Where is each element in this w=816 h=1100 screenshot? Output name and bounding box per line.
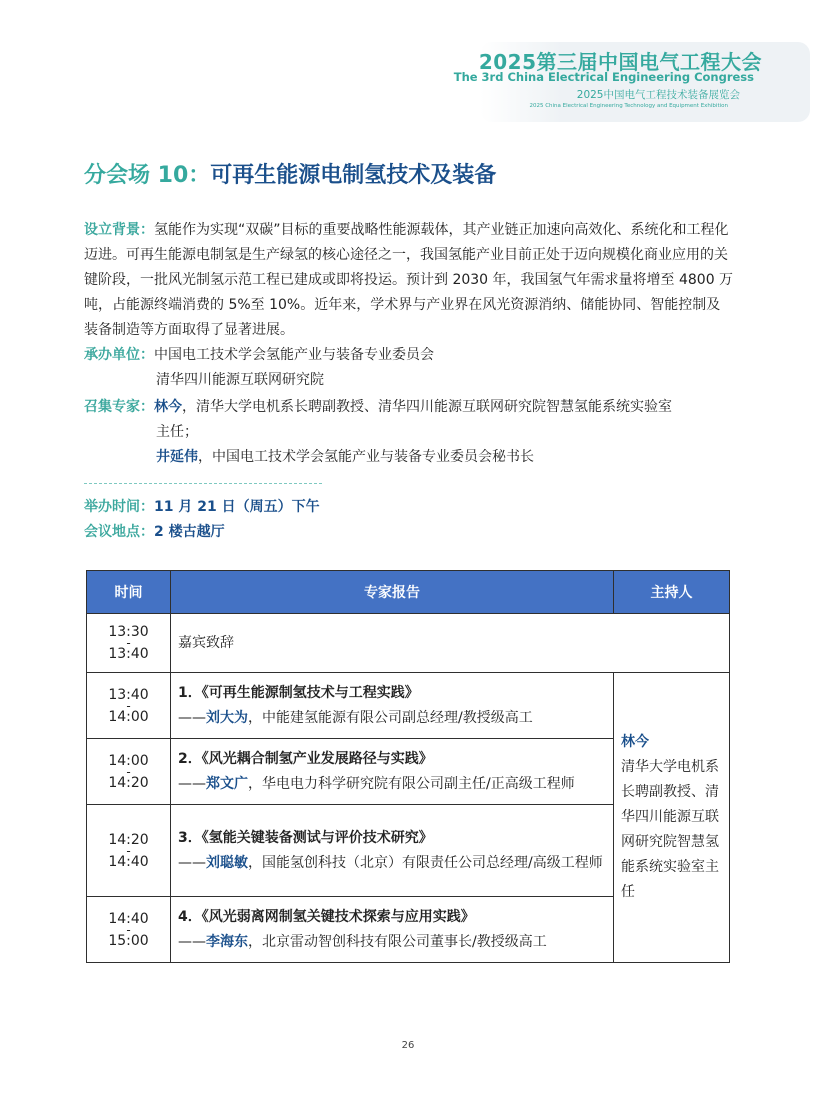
talk-cell: [171, 805, 614, 897]
table-header-row: [87, 571, 730, 614]
host-desc: 清华大学电机系长聘副教授、清华四川能源互联网研究院智慧氢能系统实验室主任: [621, 759, 719, 900]
speaker-name: 刘聪敏: [206, 854, 248, 871]
conveners-label: 召集专家：: [84, 399, 154, 415]
title-main: 可再生能源电制氢技术及装备: [210, 163, 497, 188]
host-name: 林今: [621, 734, 649, 750]
organizers-row: [84, 343, 434, 368]
time-dash: -: [126, 843, 131, 858]
conveners-row: [84, 395, 672, 420]
time-value: 11 月 21 日（周五）下午: [154, 499, 320, 515]
time-cell: [87, 897, 171, 963]
speaker-name: 刘大为: [206, 709, 248, 726]
convener-1-desc-cont: 主任；: [156, 424, 198, 440]
convener-1-desc: ，清华大学电机系长聘副教授、清华四川能源互联网研究院智慧氢能系统实验室: [182, 399, 672, 415]
header-expo-en: 2025 China Electrical Engineering Technology and Equipment Exhibition: [529, 103, 728, 109]
header-title-cn: 2025第三届中国电气工程大会: [478, 50, 762, 74]
speaker-affiliation: ，华电电力科学研究院有限公司副主任/正高级工程师: [248, 775, 575, 792]
header-report: 专家报告: [171, 571, 614, 614]
talk-speaker-line: [178, 706, 606, 731]
talk-cell: [171, 739, 614, 805]
organizers-label: 承办单位：: [84, 347, 154, 363]
convener-2-name: 井延伟: [156, 449, 198, 465]
organizer-2: 清华四川能源互联网研究院: [156, 372, 324, 388]
talk-title: 4．《风光弱离网制氢关键技术探索与应用实践》: [178, 908, 475, 925]
background-label: 设立背景：: [84, 222, 154, 238]
time-start: 13:40: [108, 686, 149, 703]
table-row: [87, 614, 730, 673]
dashed-divider: [84, 483, 322, 484]
time-start: 14:20: [108, 831, 149, 848]
header-time: 时间: [87, 571, 171, 614]
venue-value: 2 楼古越厅: [154, 524, 225, 540]
time-end: 14:20: [108, 774, 149, 791]
convener-2: [156, 445, 534, 470]
speaker-name: 郑文广: [206, 775, 248, 792]
title-prefix: 分会场 10：: [84, 163, 211, 188]
talk-cell: [171, 673, 614, 739]
talk-title: 1．《可再生能源制氢技术与工程实践》: [178, 684, 419, 701]
time-end: 14:00: [108, 708, 149, 725]
time-end: 13:40: [108, 646, 149, 662]
time-label: 举办时间：: [84, 499, 154, 515]
speaker-affiliation: ，北京雷动智创科技有限公司董事长/教授级高工: [248, 933, 547, 950]
venue-label: 会议地点：: [84, 524, 154, 540]
speaker-affiliation: ，中能建氢能源有限公司副总经理/教授级高工: [248, 709, 533, 726]
talk-speaker-line: [178, 851, 606, 876]
page-title: [84, 158, 496, 189]
background-text: 氢能作为实现“双碳”目标的重要战略性能源载体，其产业链正加速向高效化、系统化和工程化迈进。可再生能源电制氢是生产绿氢的核心途径之一，我国氢能产业目前正处于迈向规模化商业应用的关键阶段，一批风光制氢示范工程已建成或即将投运。预计到 2030 年，我国氢气年需求量将增至 4800 万吨，占能源终端消费的 5%至 10%。近年来，学术界与产业界在风光资源消纳、储能协同、智能控制及装备制造等方面取得了显著进展。: [84, 222, 734, 338]
welcome-cell: 嘉宾致辞: [171, 614, 730, 673]
time-cell: [87, 673, 171, 739]
organizer-1: 中国电工技术学会氢能产业与装备专业委员会: [154, 347, 434, 363]
time-cell: [87, 614, 171, 673]
host-cell: [614, 673, 730, 963]
background-paragraph: [84, 218, 734, 343]
time-dash: -: [126, 636, 131, 650]
time-end: 14:40: [108, 853, 149, 870]
congress-header: [453, 42, 810, 122]
header-host: 主持人: [614, 571, 730, 614]
convener-2-desc: ，中国电工技术学会氢能产业与装备专业委员会秘书长: [198, 449, 534, 465]
talk-cell: [171, 897, 614, 963]
emdash: ——: [178, 709, 206, 726]
talk-speaker-line: [178, 930, 606, 955]
emdash: ——: [178, 933, 206, 950]
talk-speaker-line: [178, 772, 606, 797]
time-start: 14:00: [108, 752, 149, 769]
venue-row: [84, 520, 225, 545]
page-number: 26: [401, 1040, 415, 1051]
speaker-name: 李海东: [206, 933, 248, 950]
time-dash: -: [126, 698, 131, 713]
time-row: [84, 495, 320, 520]
convener-1-name: 林今: [154, 399, 182, 415]
emdash: ——: [178, 854, 206, 871]
schedule-table: [86, 570, 730, 963]
time-end: 15:00: [108, 932, 149, 949]
time-cell: [87, 739, 171, 805]
header-expo-cn: 2025中国电气工程技术装备展览会: [576, 89, 740, 101]
time-dash: -: [126, 922, 131, 937]
time-cell: [87, 805, 171, 897]
talk-title: 2．《风光耦合制氢产业发展路径与实践》: [178, 750, 433, 767]
time-dash: -: [126, 764, 131, 779]
time-start: 14:40: [108, 910, 149, 927]
time-start: 13:30: [108, 624, 149, 640]
emdash: ——: [178, 775, 206, 792]
header-title-en: The 3rd China Electrical Engineering Congress: [453, 70, 754, 84]
talk-title: 3．《氢能关键装备测试与评价技术研究》: [178, 829, 433, 846]
speaker-affiliation: ，国能氢创科技（北京）有限责任公司总经理/高级工程师: [248, 854, 603, 871]
table-row: [87, 673, 730, 739]
